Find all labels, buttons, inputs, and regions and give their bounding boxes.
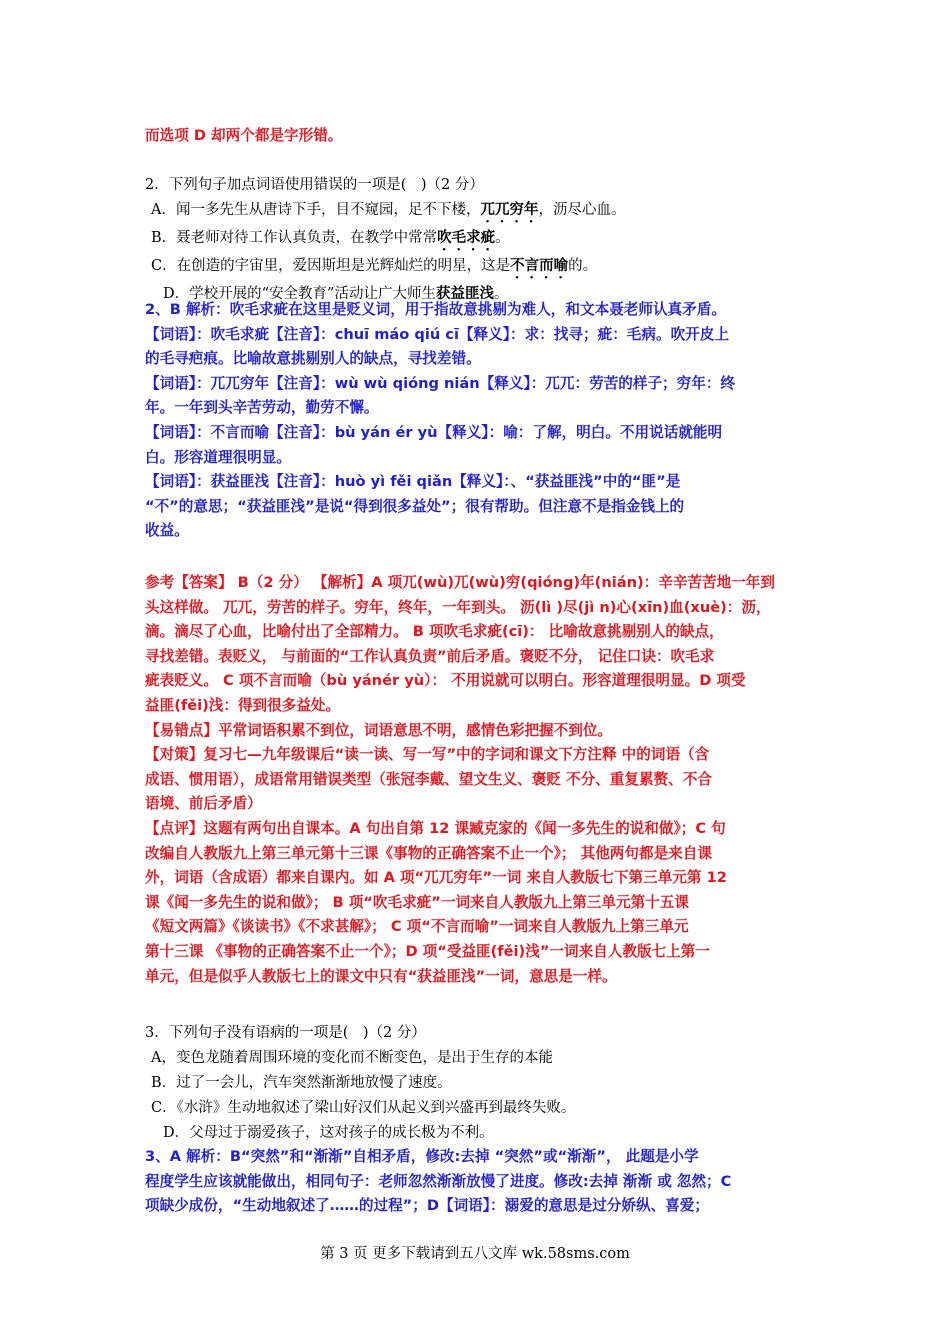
analysis-2-line: 【词语】：兀兀穷年【注音】：wù wù qióng nián【释义】：兀兀：劳苦的样子；穷年：终: [145, 374, 736, 392]
analysis-2-line: 白。形容道理很明显。: [145, 448, 291, 466]
intro-line: 而选项 D 却两个都是字形错。: [145, 127, 343, 144]
question-3-stem: 3．下列句子没有语病的一项是( )（2 分）: [145, 1025, 426, 1041]
reference-line: 课《闻一多先生的说和做》； B 项“吹毛求疵”一词来自人教版九上第三单元第十五课: [145, 893, 689, 911]
analysis-2-line: 收益。: [145, 522, 189, 540]
reference-line: 《短文两篇》《谈读书》《不求甚解》； C 项“不言而喻”一词来自人教版九上第三单元: [145, 918, 689, 936]
reference-line: 【易错点】平常词语积累不到位，词语意思不明，感情色彩把握不到位。: [145, 721, 613, 739]
page-footer: 第 3 页 更多下载请到五八文库 wk.58sms.com: [320, 1246, 630, 1262]
dotted-word-d: 获益匪浅: [435, 286, 494, 302]
reference-line: 语境、前后矛盾）: [145, 795, 262, 813]
analysis-2-line: 年。一年到头辛苦劳动，勤劳不懈。: [145, 399, 379, 417]
intro-note: [145, 124, 810, 149]
reference-line: 疵表贬义。 C 项不言而喻（bù yánér yù）： 不用说就可以明白。形容道理很明显。D 项受: [145, 672, 746, 690]
reference-line: 寻找差错。表贬义， 与前面的“工作认真负责”前后矛盾。褒贬不分， 记住口诀：吹毛求: [145, 647, 715, 665]
reference-line: 滴。滴尽了心血，比喻付出了全部精力。 B 项吹毛求疵(cī)： 比喻故意挑剔别人的缺点，: [145, 623, 724, 641]
reference-line: 改编自人教版九上第三单元第十三课《事物的正确答案不止一个》； 其他两句都是来自课: [145, 844, 712, 862]
analysis-2-line: 【词语】：不言而喻【注音】：bù yán ér yù【释义】：喻：了解，明白。不用说话就能明: [145, 423, 723, 441]
reference-line: 【对策】复习七—九年级课后“读一读、写一写”中的字词和课文下方注释 中的词语（含: [145, 746, 710, 764]
question-2-option-a: A．闻一多先生从唐诗下手，目不窥园，足不下楼，兀兀穷年，沥尽心血。: [151, 202, 626, 218]
question-3-option-a: A，变色龙随着周围环境的变化而不断变色，是出于生存的本能: [151, 1050, 553, 1066]
reference-line: 外，词语（含成语）都来自课内。如 A 项“兀兀穷年”一词 来自人教版七下第三单元第 12: [145, 869, 727, 887]
question-3-option-c: C．《水浒》生动地叙述了梁山好汉们从起义到兴盛再到最终失败。: [151, 1100, 576, 1116]
analysis-2-line: “不”的意思；“获益匪浅”是说“得到很多益处”；很有帮助。但注意不是指金钱上的: [145, 497, 685, 515]
dotted-word-b: 吹毛求疵: [437, 230, 496, 246]
reference-line: 【点评】这题有两句出自课本。A 句出自第 12 课臧克家的《闻一多先生的说和做》；C 句: [145, 819, 726, 837]
analysis-2-line: 2、B 解析：吹毛求疵在这里是贬义词，用于指故意挑剔为难人，和文本聂老师认真矛盾。: [145, 301, 726, 318]
question-3-option-d: D．父母过于溺爱孩子，这对孩子的成长极为不利。: [163, 1125, 494, 1141]
reference-line: 成语、惯用语），成语常用错误类型（张冠李戴、望文生义、褒贬 不分、重复累赘、不合: [145, 770, 712, 788]
analysis-2-line: 【词语】：吹毛求疵【注音】：chuī máo qiú cī【释义】：求：找寻；疵：毛病。吹开皮上: [145, 325, 729, 343]
reference-line: 单元，但是似乎人教版七上的课文中只有“获益匪浅”一词，意思是一样。: [145, 967, 617, 985]
question-3-option-b: B．过了一会儿，汽车突然渐渐地放慢了速度。: [151, 1075, 452, 1091]
analysis-2-line: 的毛寻疤痕。比喻故意挑剔别人的缺点，寻找差错。: [145, 350, 481, 368]
reference-line: 头这样做。 兀兀，劳苦的样子。穷年，终年，一年到头。 沥(lì )尽(jì n)心(xīn)血(xuè)：沥，: [145, 598, 771, 616]
analysis-3-line: 项缺少成份，“生动地叙述了……的过程”；D【词语】：溺爱的意思是过分娇纵、喜爱；: [145, 1197, 709, 1215]
dotted-word-c: 不言而喻: [510, 258, 569, 274]
question-3: [145, 1021, 810, 1146]
reference-answer-2: [145, 571, 810, 989]
analysis-3: [145, 1145, 810, 1219]
reference-line: 益匪(fěi)浅：得到很多益处。: [145, 696, 341, 714]
question-2-option-c: C．在创造的宇宙里，爱因斯坦是光辉灿烂的明星，这是不言而喻的。: [151, 258, 598, 274]
question-2-stem: 2．下列句子加点词语使用错误的一项是( )（2 分）: [145, 177, 484, 193]
reference-line: 第十三课 《事物的正确答案不止一个》；D 项“受益匪(fěi)浅”一词来自人教版七上第一: [145, 942, 710, 960]
analysis-3-line: 3、A 解析：B“突然”和“渐渐”自相矛盾，修改:去掉 “突然”或“渐渐”， 此题是小学: [145, 1148, 699, 1165]
question-2-option-b: B．聂老师对待工作认真负责，在教学中常常吹毛求疵。: [151, 230, 510, 246]
dotted-word-a: 兀兀穷年: [480, 202, 539, 218]
analysis-2-line: 【词语】：获益匪浅【注音】：huò yì fěi qiǎn【释义】：、“获益匪浅”中的“匪”是: [145, 473, 681, 491]
question-2-option-d: D．学校开展的“安全教育”活动让广大师生获益匪浅。: [163, 286, 509, 302]
question-2: [145, 173, 810, 307]
analysis-3-line: 程度学生应该就能做出，相同句子：老师忽然渐渐放慢了进度。修改:去掉 渐渐 或 忽然；C: [145, 1172, 732, 1190]
analysis-2: [145, 298, 810, 544]
reference-line: 参考【答案】 B（2 分） 【解析】A 项兀(wù)兀(wù)穷(qióng)年(nián)：辛辛苦苦地一年到: [145, 574, 775, 591]
